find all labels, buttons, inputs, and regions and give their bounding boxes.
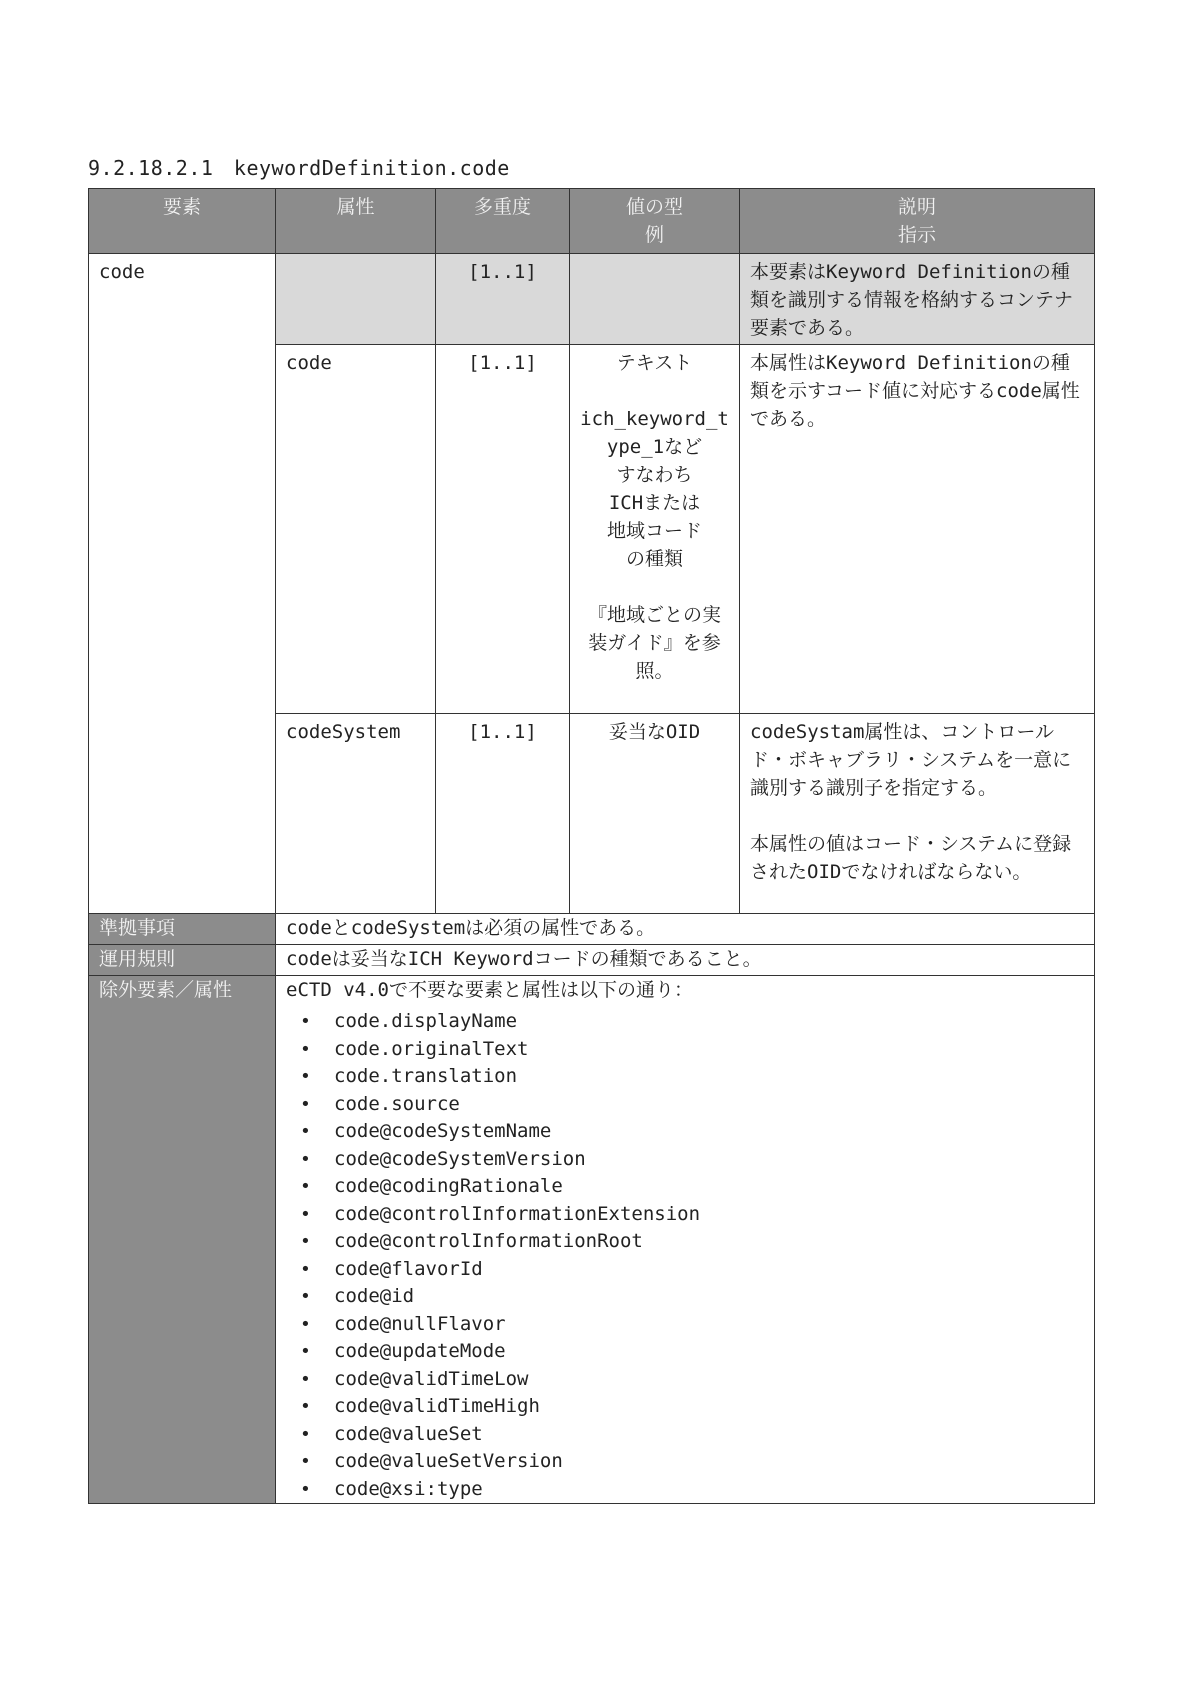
excluded-list [286,1008,1084,1503]
cardinality-cell: [1..1] [436,714,570,914]
table-row [89,254,1095,345]
excluded-item: • code.source [334,1091,1084,1119]
excluded-item: • code@nullFlavor [334,1311,1084,1339]
attribute-cell [276,254,436,345]
header-attribute: 属性 [276,189,436,254]
excluded-item: • code@codeSystemVersion [334,1146,1084,1174]
excluded-item: • code.displayName [334,1008,1084,1036]
excluded-item: • code@xsi:type [334,1476,1084,1504]
excluded-item: • code@controlInformationRoot [334,1228,1084,1256]
value-cell: 妥当なOID [570,714,740,914]
excluded-item: • code@validTimeLow [334,1366,1084,1394]
spec-table [88,188,1095,1504]
attribute-cell: code [276,345,436,714]
excluded-item: • code@controlInformationExtension [334,1201,1084,1229]
business-rule-label: 運用規則 [89,945,276,976]
business-rule-text: codeは妥当なICH Keywordコードの種類であること。 [276,945,1095,976]
element-cell: code [89,254,276,914]
section-heading: 9.2.18.2.1 keywordDefinition.code [88,156,510,180]
excluded-row [89,976,1095,1504]
description-paragraph: 本属性の値はコード・システムに登録されたOIDでなければならない。 [750,833,1072,883]
conformance-row [89,914,1095,945]
header-row [89,189,1095,254]
excluded-label: 除外要素／属性 [89,976,276,1504]
excluded-item: • code@codeSystemName [334,1118,1084,1146]
excluded-item: • code.translation [334,1063,1084,1091]
excluded-item: • code@updateMode [334,1338,1084,1366]
cardinality-cell: [1..1] [436,254,570,345]
description-cell: 本要素はKeyword Definitionの種類を識別する情報を格納するコンテナ要素である。 [740,254,1095,345]
excluded-item: • code@validTimeHigh [334,1393,1084,1421]
conformance-text: codeとcodeSystemは必須の属性である。 [276,914,1095,945]
excluded-cell [276,976,1095,1504]
cardinality-cell: [1..1] [436,345,570,714]
excluded-item: • code@valueSet [334,1421,1084,1449]
header-cardinality: 多重度 [436,189,570,254]
attribute-cell: codeSystem [276,714,436,914]
business-rule-row [89,945,1095,976]
value-cell [570,254,740,345]
value-cell: テキスト ich_keyword_type_1など すなわち ICHまたは 地域コード の種類 『地域ごとの実装ガイド』を参照。 [570,345,740,714]
conformance-label: 準拠事項 [89,914,276,945]
header-value-type: 値の型 例 [570,189,740,254]
description-paragraph: codeSystam属性は、コントロールド・ボキャブラリ・システムを一意に識別する識別子を指定する。 [750,721,1072,799]
header-element: 要素 [89,189,276,254]
header-description: 説明 指示 [740,189,1095,254]
excluded-intro: eCTD v4.0で不要な要素と属性は以下の通り： [286,979,693,1001]
excluded-item: • code.originalText [334,1036,1084,1064]
excluded-item: • code@id [334,1283,1084,1311]
excluded-item: • code@codingRationale [334,1173,1084,1201]
description-cell [740,714,1095,914]
excluded-item: • code@flavorId [334,1256,1084,1284]
description-cell: 本属性はKeyword Definitionの種類を示すコード値に対応するcode属性である。 [740,345,1095,714]
excluded-item: • code@valueSetVersion [334,1448,1084,1476]
